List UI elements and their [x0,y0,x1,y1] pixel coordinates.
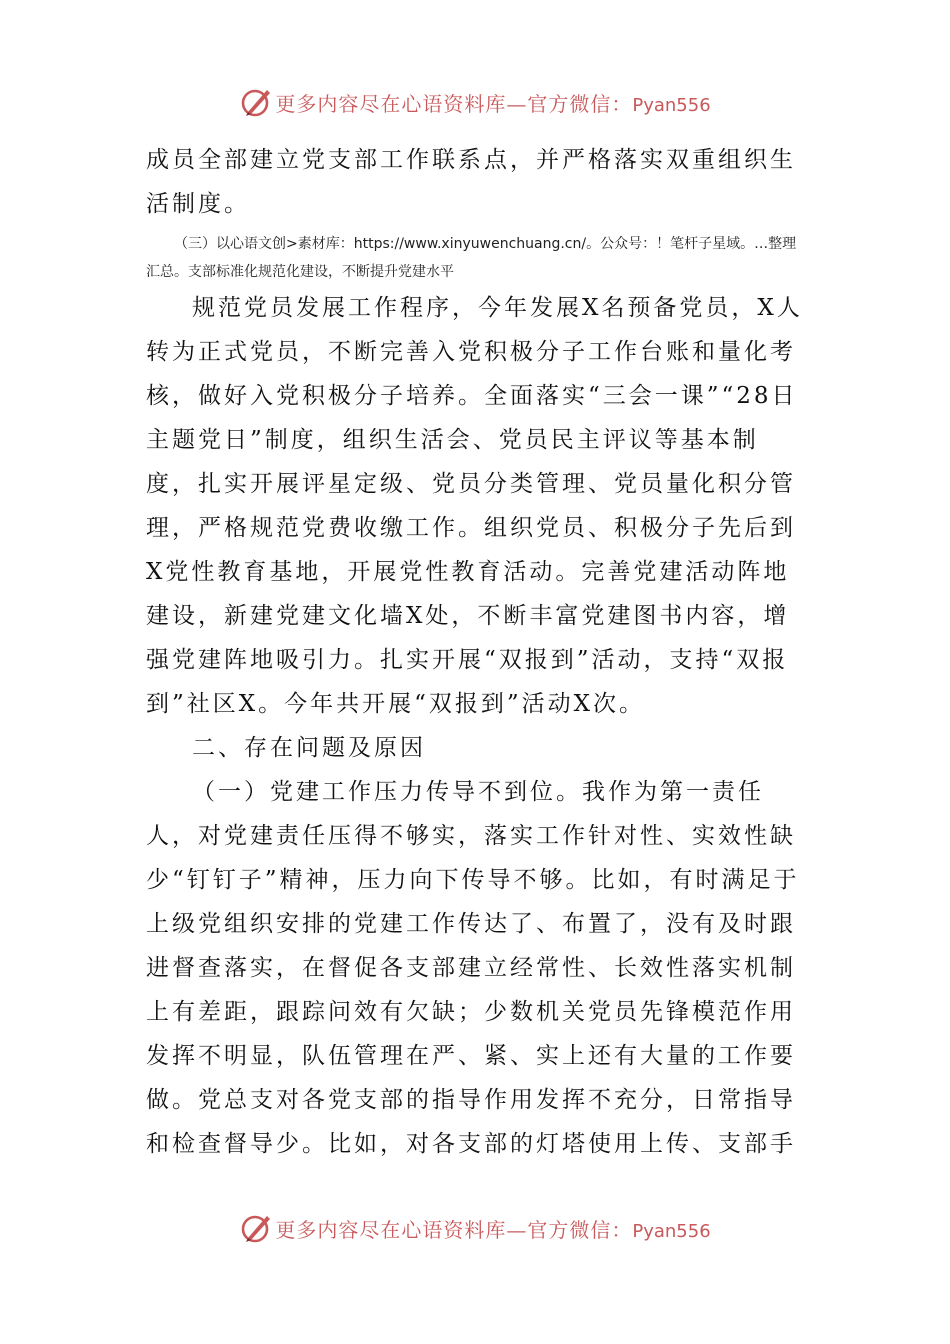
pen-logo-icon [239,1211,273,1245]
footer-banner [0,1208,950,1248]
paragraph-2: 规范党员发展工作程序，今年发展X名预备党员，X人转为正式党员，不断完善入党积极分子工作台账和量化考核，做好入党积极分子培养。全面落实“三会一课”“28日主题党日”制度，组织生活会、党员民主评议等基本制度，扎实开展评星定级、党员分类管理、党员量化积分管理，严格规范党费收缴工作。组织党员、积极分子先后到X党性教育基地，开展党性教育活动。完善党建活动阵地建设，新建党建文化墙X处，不断丰富党建图书内容，增强党建阵地吸引力。扎实开展“双报到”活动，支持“双报到”社区X。今年共开展“双报到”活动X次。 [146,295,803,717]
pen-logo-icon [239,85,273,119]
paragraph-1 [146,138,806,226]
header-banner-text: 更多内容尽在心语资料库—官方微信：Pyan556 [275,91,711,116]
paragraph-3: （一）党建工作压力传导不到位。我作为第一责任人，对党建责任压得不够实，落实工作针对性、实效性缺少“钉钉子”精神，压力向下传导不够。比如，有时满足于上级党组织安排的党建工作传达了、布置了，没有及时跟进督查落实，在督促各支部建立经常性、长效性落实机制上有差距，跟踪问效有欠缺；少数机关党员先锋模范作用发挥不明显，队伍管理在严、紧、实上还有大量的工作要做。党总支对各党支部的指导作用发挥不充分，日常指导和检查督导少。比如，对各支部的灯塔使用上传、支部手 [146,779,800,1157]
paragraph-1-text: 成员全部建立党支部工作联系点，并严格落实双重组织生活制度。 [146,147,796,217]
source-note [146,230,806,286]
footer-banner-text: 更多内容尽在心语资料库—官方微信：Pyan556 [275,1217,711,1242]
section-heading-2: 二、存在问题及原因 [192,735,426,761]
header-banner [0,82,950,122]
header-wechat-id: Pyan556 [632,94,711,116]
main-body [146,286,806,1166]
footer-wechat-id: Pyan556 [632,1220,711,1242]
source-note-text: （三）以心语文创>素材库：https://www.xinyuwenchuang.cn/。公众号：！笔杆子星域。…整理汇总。支部标准化规范化建设，不断提升党建水平 [146,236,797,280]
